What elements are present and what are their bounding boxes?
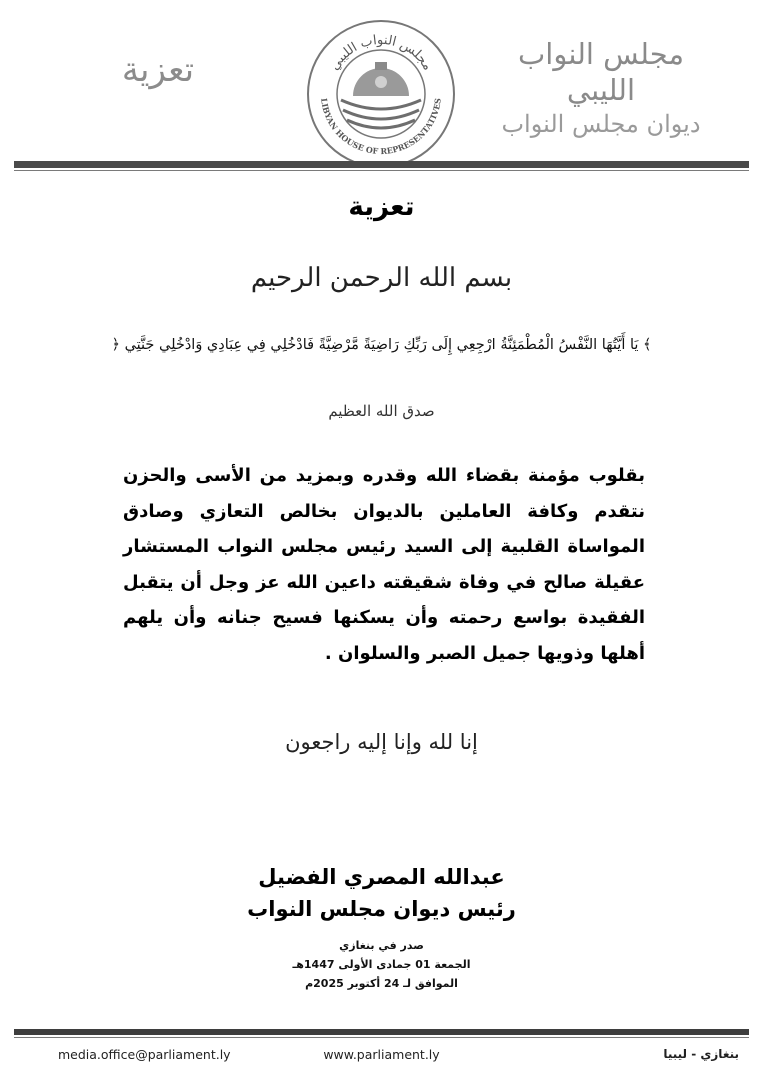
org-name-line2: ديوان مجلس النواب — [501, 110, 701, 138]
footer-website-link[interactable]: www.parliament.ly — [323, 1047, 440, 1062]
signatory-name: عبدالله المصري الفضيل — [258, 865, 505, 889]
issued-place: صدر في بنغازي — [339, 939, 424, 952]
svg-text:LIBYAN HOUSE OF REPRESENTATIVE: LIBYAN HOUSE OF REPRESENTATIVES — [319, 97, 443, 157]
signatory-title: رئيس ديوان مجلس النواب — [247, 897, 516, 921]
hijri-date: الجمعة 01 جمادى الأولى 1447هـ — [292, 958, 471, 971]
condolence-body: بقلوب مؤمنة بقضاء الله وقدره وبمزيد من الأسى والحزن نتقدم وكافة العاملين بالديوان بخالص التعازي وصادق المواساة القلبية إلى السيد رئيس مجلس النواب المستشار عقيلة صالح في وفاة شقيقته داعين الله عز وجل أن يتقبل الفقيدة بواسع رحمته وأن يسكنها فسيح جنانه وأن يلهم أهلها وذويها جميل الصبر والسلوان . — [123, 465, 645, 664]
verse-closing: صدق الله العظيم — [328, 402, 435, 420]
svg-text:مجلس النواب الليبي: مجلس النواب الليبي — [327, 32, 435, 74]
parliament-seal-logo — [305, 18, 457, 170]
istirja-phrase: إنا لله وإنا إليه راجعون — [285, 730, 478, 754]
org-name-line1: مجلس النواب الليبي — [517, 37, 685, 107]
footer-location: بنغازي - ليبيا — [663, 1047, 739, 1061]
document-title: تعزية — [348, 192, 415, 222]
gregorian-date: الموافق لـ 24 أكتوبر 2025م — [305, 977, 458, 990]
header-condolence-label: تعزية — [121, 50, 195, 90]
basmala: بسم الله الرحمن الرحيم — [250, 263, 513, 293]
header-divider — [14, 161, 749, 168]
footer-divider — [14, 1029, 749, 1035]
footer-email-link[interactable]: media.office@parliament.ly — [58, 1047, 231, 1062]
header-org-name — [501, 36, 701, 140]
quran-verse: ﴿ يَا أَيَّتُهَا النَّفْسُ الْمُطْمَئِنَّةُ ارْجِعِي إِلَى رَبِّكِ رَاضِيَةً مَّرْضِيَّةً فَادْخُلِي فِي عِبَادِي وَادْخُلِي جَنَّتِي ﴾ — [111, 337, 652, 353]
